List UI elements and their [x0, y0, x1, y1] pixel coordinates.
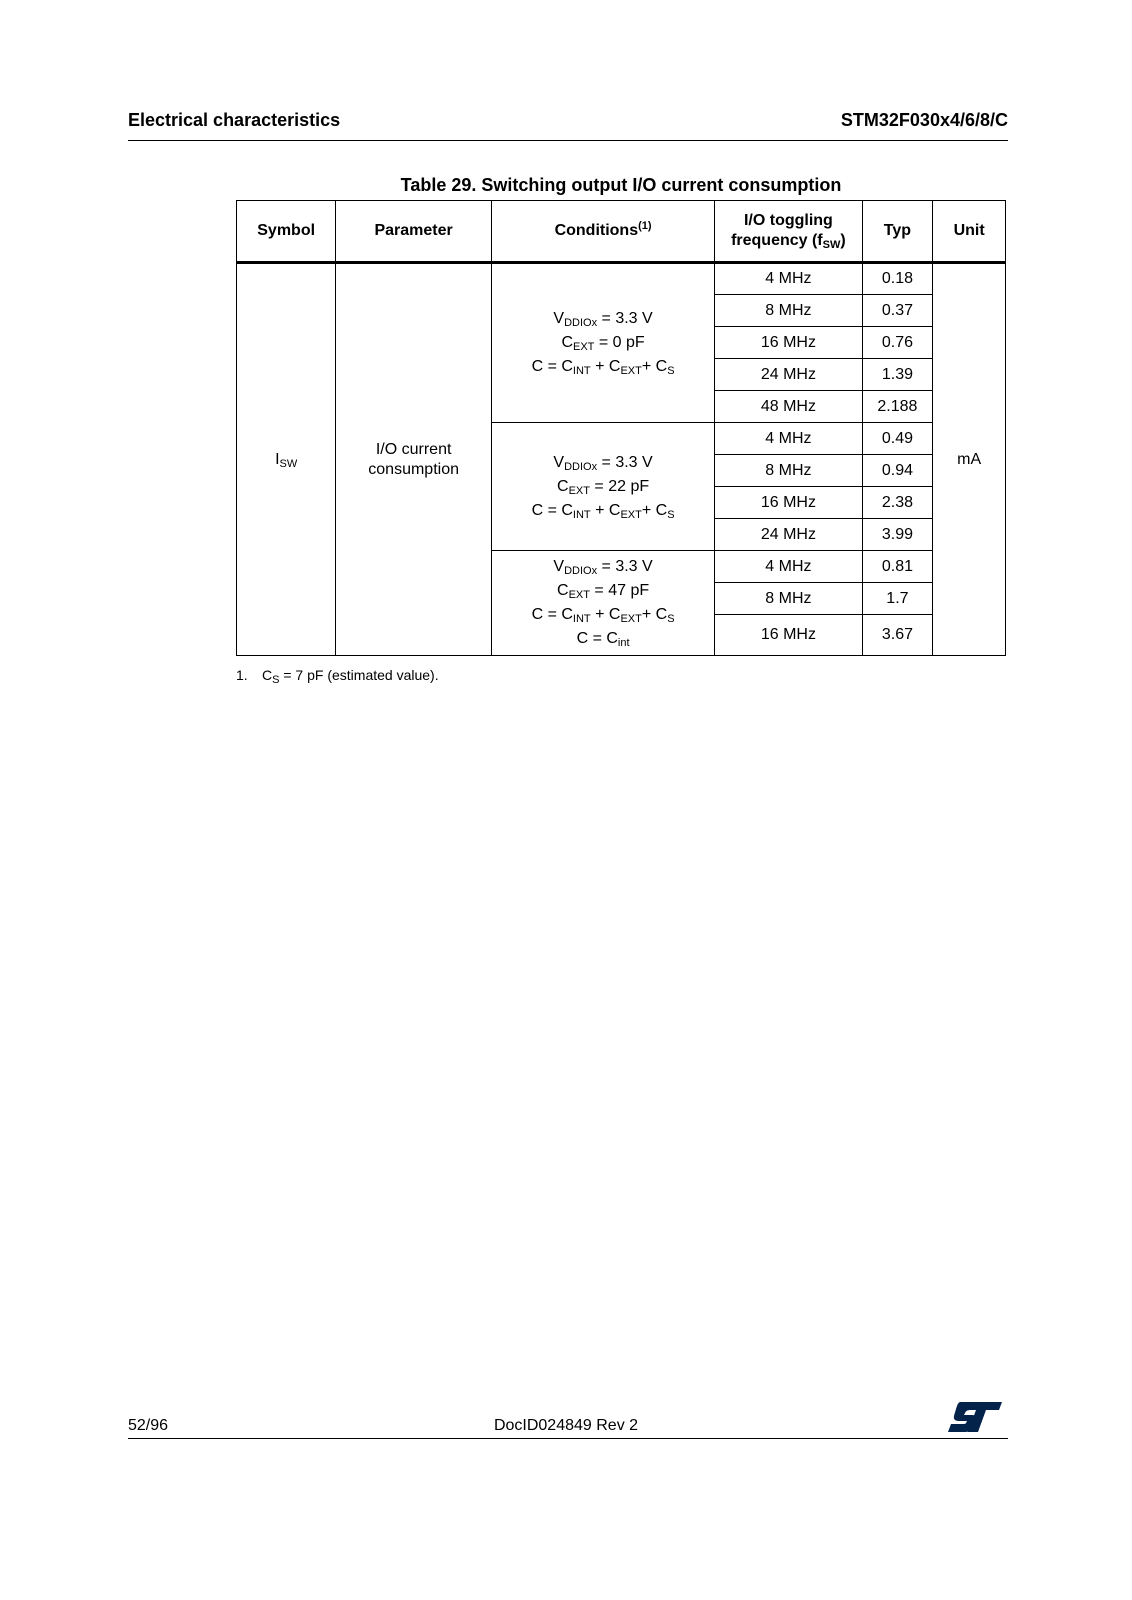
symbol-cell: $I_{SW}$	[237, 263, 336, 656]
typ-cell: 2.38	[862, 487, 933, 519]
typ-cell: 0.49	[862, 423, 933, 455]
parameter-cell: I/O current consumption	[336, 263, 492, 656]
freq-cell: 4 MHz	[715, 551, 862, 583]
unit-cell: mA	[933, 263, 1006, 656]
conditions-cell-group-3: $V_{DDIOx} = 3.3$ V $C_{EXT} = 47$ pF $C = C_{INT} + C_{EXT}+ C_S$ $C = C_{int}$	[491, 551, 714, 656]
freq-cell: 48 MHz	[715, 391, 862, 423]
spec-table	[236, 200, 1006, 656]
footer-page-number: 52/96	[128, 1417, 169, 1434]
freq-cell: 4 MHz	[715, 263, 862, 295]
conditions-cell-group-1: $V_{DDIOx} = 3.3$ V $C_{EXT} = 0$ pF $C = C_{INT} + C_{EXT}+ C_S$	[491, 263, 714, 423]
typ-cell: 3.99	[862, 519, 933, 551]
freq-cell: 16 MHz	[715, 487, 862, 519]
table-footnote: 1. $C_S = 7$ pF (estimated value).	[236, 667, 439, 686]
col-header-unit: Unit	[933, 201, 1006, 263]
freq-cell: 8 MHz	[715, 295, 862, 327]
col-header-typ: Typ	[862, 201, 933, 263]
typ-cell: 0.18	[862, 263, 933, 295]
freq-cell: 16 MHz	[715, 615, 862, 656]
conditions-cell-group-2: $V_{DDIOx} = 3.3$ V $C_{EXT} = 22$ pF $C = C_{INT} + C_{EXT}+ C_S$	[491, 423, 714, 551]
footer-doc-id: DocID024849 Rev 2	[493, 1417, 639, 1434]
typ-cell: 3.67	[862, 615, 933, 656]
header-rule	[128, 140, 1008, 141]
freq-cell: 24 MHz	[715, 359, 862, 391]
typ-cell: 0.81	[862, 551, 933, 583]
typ-cell: 2.188	[862, 391, 933, 423]
freq-cell: 8 MHz	[715, 455, 862, 487]
st-logo	[946, 1400, 1004, 1434]
typ-cell: 1.7	[862, 583, 933, 615]
freq-cell: 8 MHz	[715, 583, 862, 615]
table-row	[237, 263, 1006, 295]
header-part-number: STM32F030x4/6/8/C	[840, 110, 1008, 130]
table-header-row	[237, 201, 1006, 263]
header-section-title: Electrical characteristics	[128, 110, 341, 130]
freq-cell: 24 MHz	[715, 519, 862, 551]
typ-cell: 1.39	[862, 359, 933, 391]
col-header-frequency: I/O toggling frequency $(f_{SW})$	[715, 201, 862, 263]
freq-cell: 4 MHz	[715, 423, 862, 455]
typ-cell: 0.37	[862, 295, 933, 327]
footnote-ref: (1)	[638, 220, 652, 232]
typ-cell: 0.94	[862, 455, 933, 487]
table-title: Table 29. Switching output I/O current consumption	[400, 175, 842, 195]
footer-rule	[128, 1438, 1008, 1439]
col-header-parameter: Parameter	[336, 201, 492, 263]
typ-cell: 0.76	[862, 327, 933, 359]
freq-cell: 16 MHz	[715, 327, 862, 359]
col-header-symbol: Symbol	[237, 201, 336, 263]
col-header-conditions: Conditions$^{(1)}$	[491, 201, 714, 263]
